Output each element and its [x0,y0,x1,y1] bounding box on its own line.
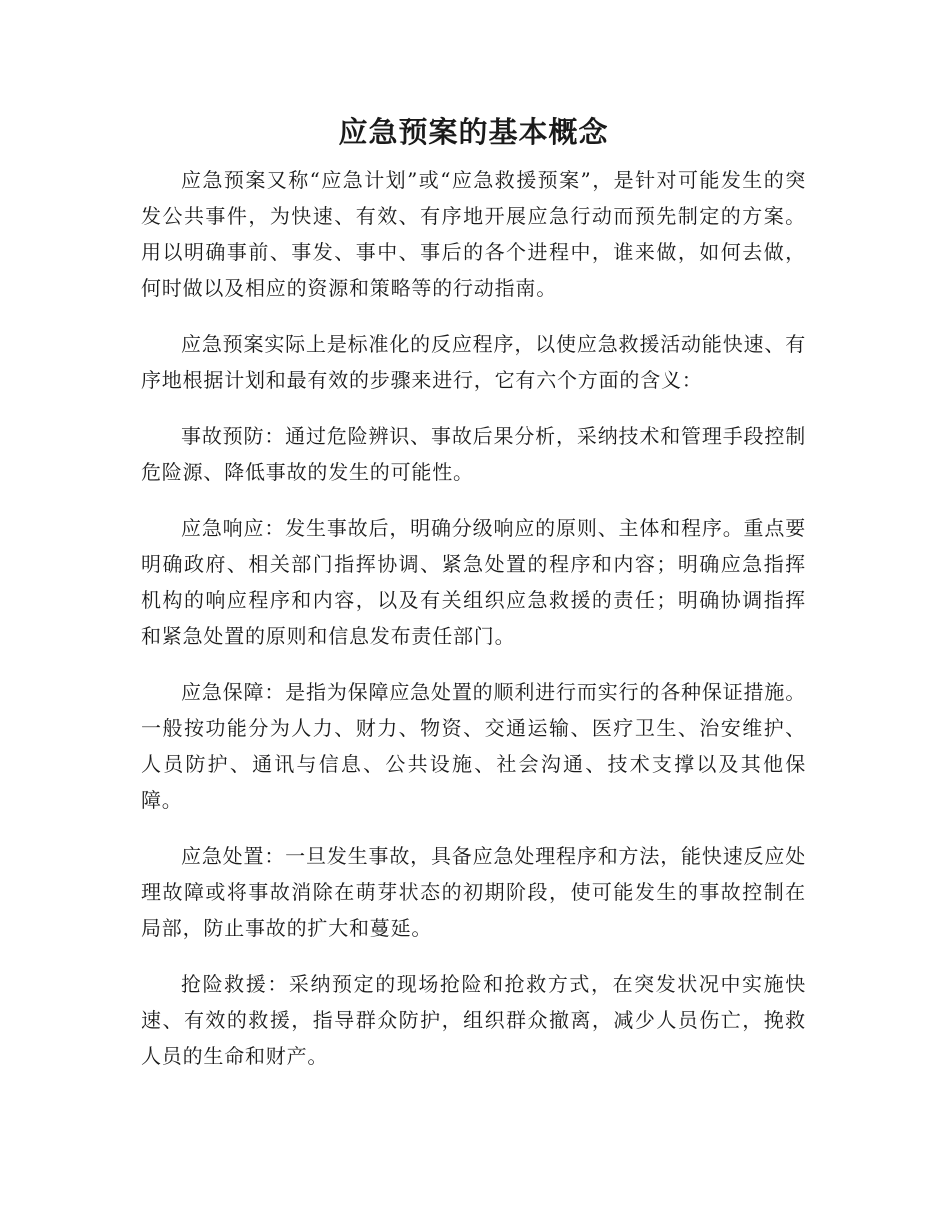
document-page [141,108,806,1094]
paragraph-accident-prevention: 事故预防：通过危险辨识、事故后果分析，采纳技术和管理手段控制危险源、降低事故的发生的可能性。 [141,424,806,484]
document-title: 应急预案的基本概念 [338,115,609,149]
paragraph-emergency-handling: 应急处置：一旦发生事故，具备应急处理程序和方法，能快速反应处理故障或将事故消除在萌芽状态的初期阶段，使可能发生的事故控制在局部，防止事故的扩大和蔓延。 [141,844,806,940]
paragraph-rescue: 抢险救援：采纳预定的现场抢险和抢救方式，在突发状况中实施快速、有效的救援，指导群众防护，组织群众撤离，减少人员伤亡，挽救人员的生命和财产。 [141,972,806,1068]
paragraph-meaning-intro: 应急预案实际上是标准化的反应程序，以使应急救援活动能快速、有序地根据计划和最有效的步骤来进行，它有六个方面的含义： [141,332,806,392]
paragraph-emergency-response: 应急响应：发生事故后，明确分级响应的原则、主体和程序。重点要明确政府、相关部门指挥协调、紧急处置的程序和内容；明确应急指挥机构的响应程序和内容，以及有关组织应急救援的责任；明确协调指挥和紧急处置的原则和信息发布责任部门。 [141,516,806,648]
paragraph-definition: 应急预案又称“应急计划”或“应急救援预案”，是针对可能发生的突发公共事件，为快速、有效、有序地开展应急行动而预先制定的方案。用以明确事前、事发、事中、事后的各个进程中，谁来做，如何去做，何时做以及相应的资源和策略等的行动指南。 [141,168,806,300]
paragraph-emergency-support: 应急保障：是指为保障应急处置的顺利进行而实行的各种保证措施。一般按功能分为人力、财力、物资、交通运输、医疗卫生、治安维护、人员防护、通讯与信息、公共设施、社会沟通、技术支撑以及其他保障。 [141,680,806,812]
